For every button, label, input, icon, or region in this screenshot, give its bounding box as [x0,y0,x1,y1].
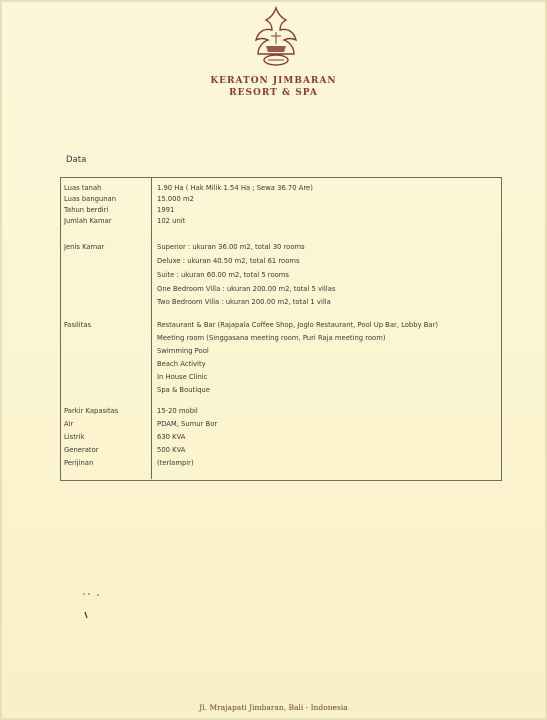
row-value: Beach Activity [157,360,206,368]
row-value: One Bedroom Villa : ukuran 200.00 m2, total 5 villas [157,285,336,293]
brand-subtitle: RESORT & SPA [229,88,318,98]
footer-address: Jl. Mrajapati Jimbaran, Bali - Indonesia [199,703,348,712]
row-value: Spa & Boutique [157,386,210,394]
row-label: Air [64,420,74,428]
row-label: Luas bangunan [64,195,117,203]
row-value: Restaurant & Bar (Rajapala Coffee Shop, Joglo Restaurant, Pool Up Bar, Lobby Bar) [157,321,439,329]
row-label: Listrik [64,433,85,441]
row-value: 1.90 Ha ( Hak Milik 1.54 Ha ; Sewa 36.70 Are) [157,184,313,192]
row-value: Meeting room (Singgasana meeting room, Puri Raja meeting room) [157,334,386,342]
row-value: PDAM, Sumur Bor [157,420,218,428]
row-value: Swimming Pool [157,347,209,355]
row-value: 15-20 mobil [157,407,198,415]
pen-marks [78,588,108,628]
row-label: Parkir Kapasitas [64,407,119,415]
row-label: Tahun berdiri [64,206,109,214]
row-value: 1991 [157,206,175,214]
brand-name: KERATON JIMBARAN [210,76,337,86]
row-value: 102 unit [157,217,186,225]
section-title: Data [66,155,87,165]
row-value: 500 KVA [157,446,186,454]
row-value: Deluxe : ukuran 40.50 m2, total 61 rooms [157,257,300,265]
row-value: 15.000 m2 [157,195,194,203]
row-label: Jumlah Kamar [64,217,112,225]
row-label: Perijinan [64,459,94,467]
row-value: Two Bedroom Villa : ukuran 200.00 m2, total 1 villa [157,298,331,306]
row-value: In House Clinic [157,373,208,381]
row-label: Fasilitas [64,321,92,329]
row-value: (terlampir) [157,459,194,467]
row-value: Superior : ukuran 36.00 m2, total 30 rooms [157,243,305,251]
keraton-crest-icon [248,6,304,70]
row-label: Luas tanah [64,184,102,192]
row-label: Jenis Kamar [64,243,105,251]
row-value: Suite : ukuran 60.00 m2, total 5 rooms [157,271,289,279]
row-label: Generator [64,446,99,454]
table-column-divider [151,177,152,479]
row-value: 630 KVA [157,433,186,441]
